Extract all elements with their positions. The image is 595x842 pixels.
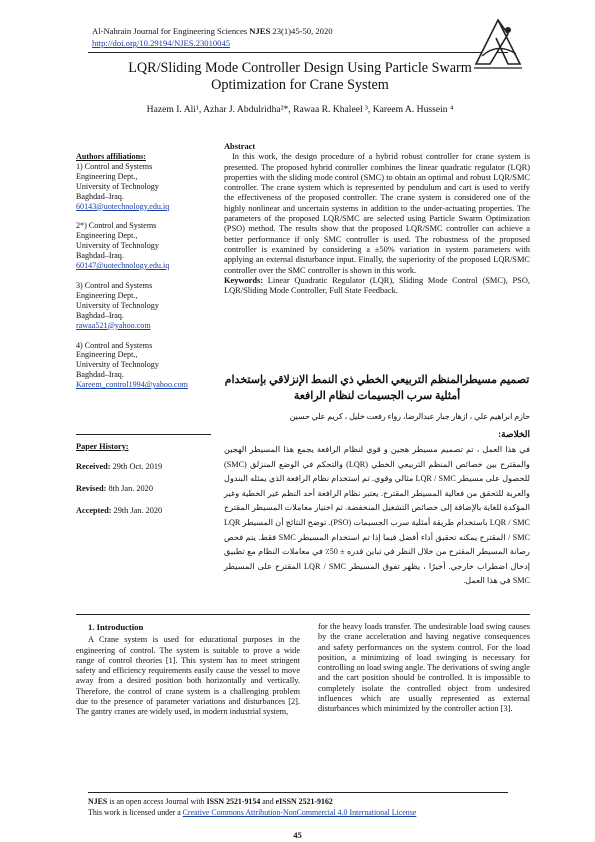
arabic-heading: الخلاصة: <box>498 429 530 439</box>
affiliation-line: Baghdad–Iraq. <box>76 370 124 380</box>
abstract <box>224 142 530 296</box>
affiliation-line: University of Technology <box>76 300 159 310</box>
accepted-label: Accepted: <box>76 506 112 515</box>
affiliation-line: University of Technology <box>76 360 159 370</box>
email-link[interactable]: 60143@uotechnology.edu.iq <box>76 201 170 211</box>
accepted-value: 29th Jan. 2020 <box>111 506 163 515</box>
journal-header <box>92 26 333 37</box>
keywords-text: Linear Quadratic Regulator (LQR), Sliding Mode Control (SMC), PSO, LQR/Sliding Mode Controller, Full State Feedback. <box>224 275 530 296</box>
footer-issn: ISSN 2521-9154 <box>206 797 261 806</box>
journal-volume: 23(1)45-50, 2020 <box>270 26 333 36</box>
accepted-date <box>76 506 211 515</box>
doi-link[interactable]: http://doi.org/10.29194/NJES.23010045 <box>92 38 231 48</box>
journal-abbrev: NJES <box>249 26 271 36</box>
affiliations-heading: Authors affiliations: <box>76 152 146 161</box>
page-number: 45 <box>293 830 302 840</box>
keywords <box>224 276 530 297</box>
section-rule <box>76 614 530 615</box>
affiliation-line: 2*) Control and Systems <box>76 221 157 231</box>
introduction-col-2 <box>318 622 530 715</box>
footer-line-2 <box>88 808 508 819</box>
revised-date <box>76 484 211 493</box>
footer <box>88 797 508 818</box>
header-rule <box>88 52 508 53</box>
keywords-label: Keywords: <box>224 275 264 285</box>
received-label: Received: <box>76 462 111 471</box>
affiliation-rule <box>76 434 211 435</box>
revised-value: 8th Jan. 2020 <box>106 484 153 493</box>
author-list: Hazem I. Ali¹, Azhar J. Abdulridha²*, Rawaa R. Khaleel ³, Kareem A. Hussein ⁴ <box>146 104 454 115</box>
affiliation-3 <box>76 281 211 331</box>
affiliation-line: University of Technology <box>76 181 159 191</box>
arabic-abstract <box>224 372 530 589</box>
footer-license-text: This work is licensed under a <box>88 807 183 817</box>
license-link[interactable]: Creative Commons Attribution-NonCommercial 4.0 International License <box>182 807 417 817</box>
introduction-col-1 <box>76 622 300 718</box>
footer-journal: NJES <box>88 797 108 806</box>
footer-and: and <box>260 797 276 806</box>
footer-line-1 <box>88 797 508 808</box>
affiliation-line: Baghdad–Iraq. <box>76 191 124 201</box>
abstract-heading: Abstract <box>224 142 256 151</box>
arabic-title: تصميم مسيطرالمنظم التربيعي الخطي ذي النمط الإنزلاقي بإستخدام أمثلية سرب الجسيمات لنظام الرافعة <box>224 374 530 402</box>
journal-name: Al-Nahrain Journal for Engineering Sciences <box>92 26 250 36</box>
affiliation-line: Engineering Dept., <box>76 231 138 241</box>
affiliation-line: Engineering Dept., <box>76 171 138 181</box>
paper-history <box>76 442 211 528</box>
email-link[interactable]: rawaa521@yahoo.com <box>76 320 151 330</box>
introduction-text-2: for the heavy loads transfer. The undesirable load swing causes by the crane acceleration and having negative consequences and safety performances on the system control. For the load position, a minimizing of load swinging is necessary for controlling on load swing angle. The derivations of swing angle and the cart position should be controlled. It is impossible to completely isolate the controlled object from undesired influences which are usually represented as external disturbances which minimized by the controller action [3]. <box>318 622 530 714</box>
affiliation-line: University of Technology <box>76 241 159 251</box>
email-link[interactable]: 60147@uotechnology.edu.iq <box>76 261 170 271</box>
arabic-body: في هذا العمل ، تم تصميم مسيطر هجين و قوي لنظام الرافعة يجمع هذا المسيطر الهجين والمقترح بين خصائص المنظم التربيعي الخطي (LQR) والتحكم في الوضع المنزلق (SMC) للحصول على مسيطر LQR / SMC مثالي وقوي. تم استخدام نظام الرافعة الذي يمثله البندول والعربة للتحقق من فعالية المسيطر المقترح. يعتبر نظام الرافعة أحد النظم غير الخطية وغير المؤكدة للغاية بالإضافة إلى خصائص التشغيل المنخفضة. تم اختيار معاملات المسيطر المقترح LQR / SMC باستخدام طريقة أمثلية سرب الجسيمات (PSO). توضح النتائج أن المسيطر LQR / SMC المقترح يمكنه تحقيق أداء أفضل فيما إذا تم استخدام المسيطر SMC فقط. يتم فحص رصانة المسيطر المقترح من خلال النظر في تباين قدره ± 50٪ في معاملات النظام مع تطبيق إدخال اضطراب خارجي. أخيرًا ، يظهر تفوق المسيطر LQR / SMC المقترح على المسيطر SMC في هذا العمل. <box>224 445 530 586</box>
affiliation-line: Baghdad–Iraq. <box>76 310 124 320</box>
introduction-text-1: A Crane system is used for educational purposes in the engineering of control. The system is suitable to prove a wide range of control theories [1]. This system has to meet stringent safety and efficiency requirements easily cause the vessel to move away from a desired position both horizontally and vertically. Therefore, the control of crane system is a challenging problem due to the presence of parameter variations and disturbances [2]. The gantry cranes are widely used, in modern industrial system, <box>76 635 300 717</box>
email-link[interactable]: Kareem_control1994@yahoo.com <box>76 380 188 390</box>
affiliation-4 <box>76 341 211 391</box>
affiliation-line: 1) Control and Systems <box>76 161 153 171</box>
affiliation-1 <box>76 162 211 212</box>
introduction-heading: 1. Introduction <box>88 622 144 632</box>
affiliation-line: Engineering Dept., <box>76 350 138 360</box>
history-heading: Paper History: <box>76 442 129 451</box>
paper-title <box>90 60 510 94</box>
affiliation-line: Baghdad–Iraq. <box>76 251 124 261</box>
paper-title-line-1: LQR/Sliding Mode Controller Design Using Particle Swarm <box>128 60 472 76</box>
footer-rule <box>88 792 508 793</box>
received-value: 29th Oct. 2019 <box>110 462 163 471</box>
affiliation-line: 4) Control and Systems <box>76 340 153 350</box>
affiliations <box>76 152 211 400</box>
affiliation-line: Engineering Dept., <box>76 290 138 300</box>
footer-eissn: eISSN 2521-9162 <box>275 797 333 806</box>
arabic-authors: حازم ابراهيم علي ، ازهار جبار عبدالرضا، رواء رفعت خليل ، كريم علي حسين <box>289 412 530 421</box>
affiliation-2 <box>76 221 211 271</box>
paper-title-line-2: Optimization for Crane System <box>211 77 389 93</box>
footer-text: is an open access Journal with <box>107 797 207 806</box>
revised-label: Revised: <box>76 484 107 493</box>
received-date <box>76 462 211 471</box>
abstract-body: In this work, the design procedure of a hybrid robust controller for crane system is presented. The proposed hybrid controller combines the linear quadratic regulator (LQR) properties with the sliding mode control (SMC) to obtain an optimal and robust LQR/SMC controller. The crane system which is represented by pendulum and cart is used to verify the effectiveness of the proposed controller. The crane system is considered one of the highly nonlinear and uncertain systems in addition to the under-actuating properties. The parameters of the proposed LQR/SMC are selected using Particle Swarm Optimization (PSO) method. The results show that the proposed LQR/SMC controller can achieve a better performance if only SMC controller is used. The robustness of the proposed controller is examined by considering a ±50% variation in system parameters with applying an external disturbance input. Finally, the superiority of the proposed LQR/SMC controller over the SMC controller is shown in this work. <box>224 152 530 275</box>
affiliation-line: 3) Control and Systems <box>76 280 153 290</box>
